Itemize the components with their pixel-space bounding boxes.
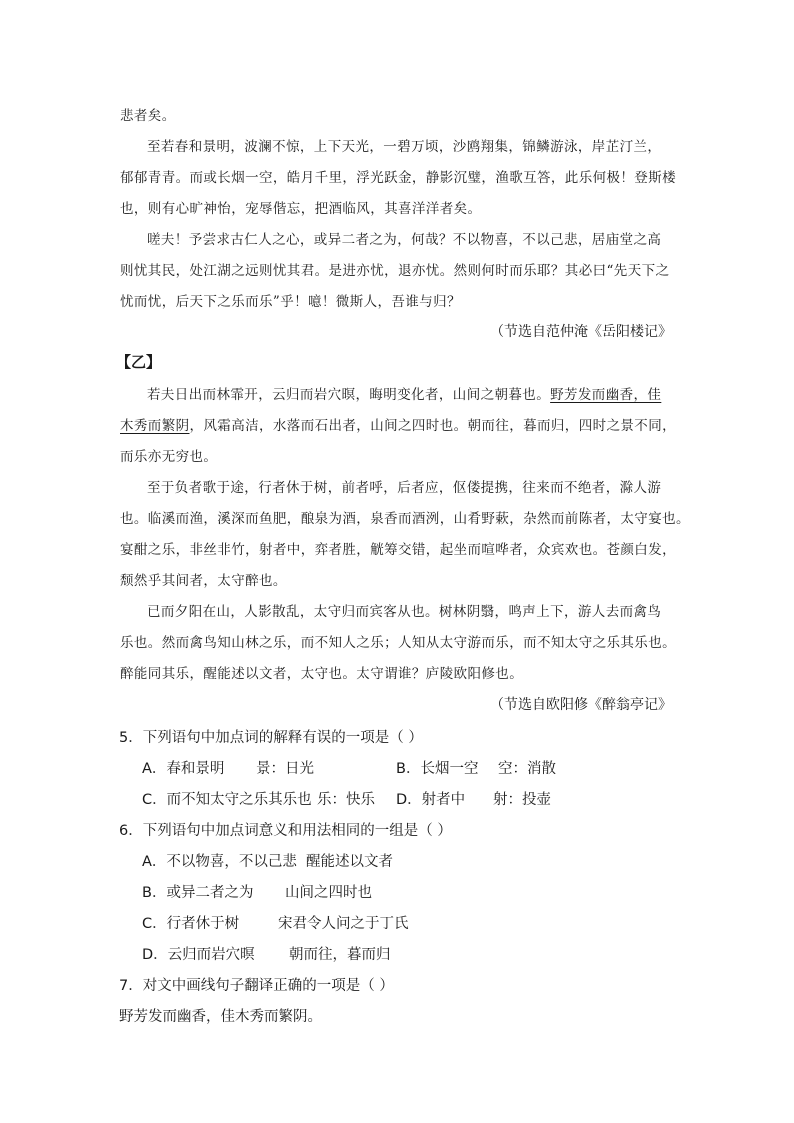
q5-option-a-gloss: 景：日光 bbox=[256, 761, 314, 777]
q6-option-d-pair: 朝而往，暮而归 bbox=[289, 947, 391, 963]
q5-option-a[interactable]: A．春和景明 bbox=[142, 761, 225, 777]
passage-a-line: 忧而忧，后天下之乐而乐”乎！噫！微斯人，吾谁与归？ bbox=[120, 294, 461, 310]
passage-a-line: 嗟夫！予尝求古仁人之心，或异二者之为，何哉？不以物喜，不以己悲，居庙堂之高 bbox=[147, 232, 662, 248]
q5-option-c-gloss: 乐：快乐 bbox=[317, 792, 375, 808]
q5-option-d[interactable]: D．射者中 bbox=[396, 792, 466, 808]
q5-option-b[interactable]: B．长烟一空 bbox=[396, 761, 479, 777]
passage-b-line: 而乐亦无穷也。 bbox=[120, 449, 218, 465]
passage-b-line: 乐也。然而禽鸟知山林之乐，而不知人之乐；人知从太守游而乐，而不知太守之乐其乐也。 bbox=[120, 635, 676, 651]
passage-b-line: 颓然乎其间者，太守醉也。 bbox=[120, 573, 287, 589]
passage-b-line bbox=[147, 383, 661, 403]
q6-option-b[interactable]: B．或异二者之为 bbox=[142, 885, 254, 901]
passage-a-line: 至若春和景明，波澜不惊，上下天光，一碧万顷，沙鸥翔集，锦鳞游泳，岸芷汀兰， bbox=[147, 139, 662, 155]
passage-b-text: ，风霜高洁，水落而石出者，山间之四时也。朝而往，暮而归，四时之景不同， bbox=[189, 418, 676, 434]
q5-option-c[interactable]: C．而不知太守之乐其乐也 bbox=[142, 792, 312, 808]
passage-b-line: 已而夕阳在山，人影散乱，太守归而宾客从也。树林阴翳，鸣声上下，游人去而禽鸟 bbox=[147, 604, 662, 620]
passage-a-line: 也，则有心旷神怡，宠辱偕忘，把酒临风，其喜洋洋者矣。 bbox=[120, 201, 482, 217]
passage-a-line: 则忧其民，处江湖之远则忧其君。是进亦忧，退亦忧。然则何时而乐耶？其必曰“先天下之 bbox=[120, 263, 670, 279]
passage-b-line bbox=[120, 414, 676, 434]
passage-b-text: 若夫日出而林霏开，云归而岩穴暝，晦明变化者，山间之朝暮也。 bbox=[147, 387, 551, 403]
q6-option-d[interactable]: D．云归而岩穴暝 bbox=[142, 947, 255, 963]
underlined-sentence: 野芳发而幽香，佳 bbox=[550, 387, 662, 403]
q6-option-a-pair: 醒能述以文者 bbox=[306, 854, 393, 870]
passage-b-line: 醉能同其乐，醒能述以文者，太守也。太守谓谁？庐陵欧阳修也。 bbox=[120, 666, 524, 682]
q6-option-b-pair: 山间之四时也 bbox=[285, 885, 372, 901]
q6-option-c[interactable]: C．行者休于树 bbox=[142, 916, 240, 932]
question-7-stem: 7．对文中画线句子翻译正确的一项是（ ） bbox=[119, 978, 394, 994]
passage-a-source: （节选自范仲淹《岳阳楼记》 bbox=[490, 324, 672, 340]
passage-b-line: 也。临溪而渔，溪深而鱼肥，酿泉为酒，泉香而酒洌，山肴野蔌，杂然而前陈者，太守宴也。 bbox=[120, 511, 690, 527]
q6-option-a[interactable]: A．不以物喜，不以己悲 bbox=[142, 854, 297, 870]
q5-option-b-gloss: 空：消散 bbox=[498, 761, 556, 777]
question-5-stem: 5．下列语句中加点词的解释有误的一项是（ ） bbox=[119, 730, 423, 746]
passage-a-line: 郁郁青青。而或长烟一空，皓月千里，浮光跃金，静影沉璧，渔歌互答，此乐何极！登斯楼 bbox=[120, 170, 676, 186]
passage-a-line: 悲者矣。 bbox=[120, 108, 176, 124]
passage-b-line: 宴酣之乐，非丝非竹，射者中，弈者胜，觥筹交错，起坐而喧哗者，众宾欢也。苍颜白发， bbox=[120, 542, 676, 558]
passage-b-line: 至于负者歌于途，行者休于树，前者呼，后者应，伛偻提携，往来而不绝者，滁人游 bbox=[147, 480, 662, 496]
underlined-sentence: 木秀而繁阴 bbox=[120, 418, 190, 434]
question-6-stem: 6．下列语句中加点词意义和用法相同的一组是（ ） bbox=[119, 823, 452, 839]
passage-b-label: 【乙】 bbox=[116, 353, 162, 371]
question-7-sentence: 野芳发而幽香，佳木秀而繁阴。 bbox=[119, 1009, 322, 1025]
passage-b-source: （节选自欧阳修《醉翁亭记》 bbox=[490, 697, 672, 713]
q6-option-c-pair: 宋君令人问之于丁氏 bbox=[278, 916, 409, 932]
q5-option-d-gloss: 射：投壶 bbox=[493, 792, 551, 808]
